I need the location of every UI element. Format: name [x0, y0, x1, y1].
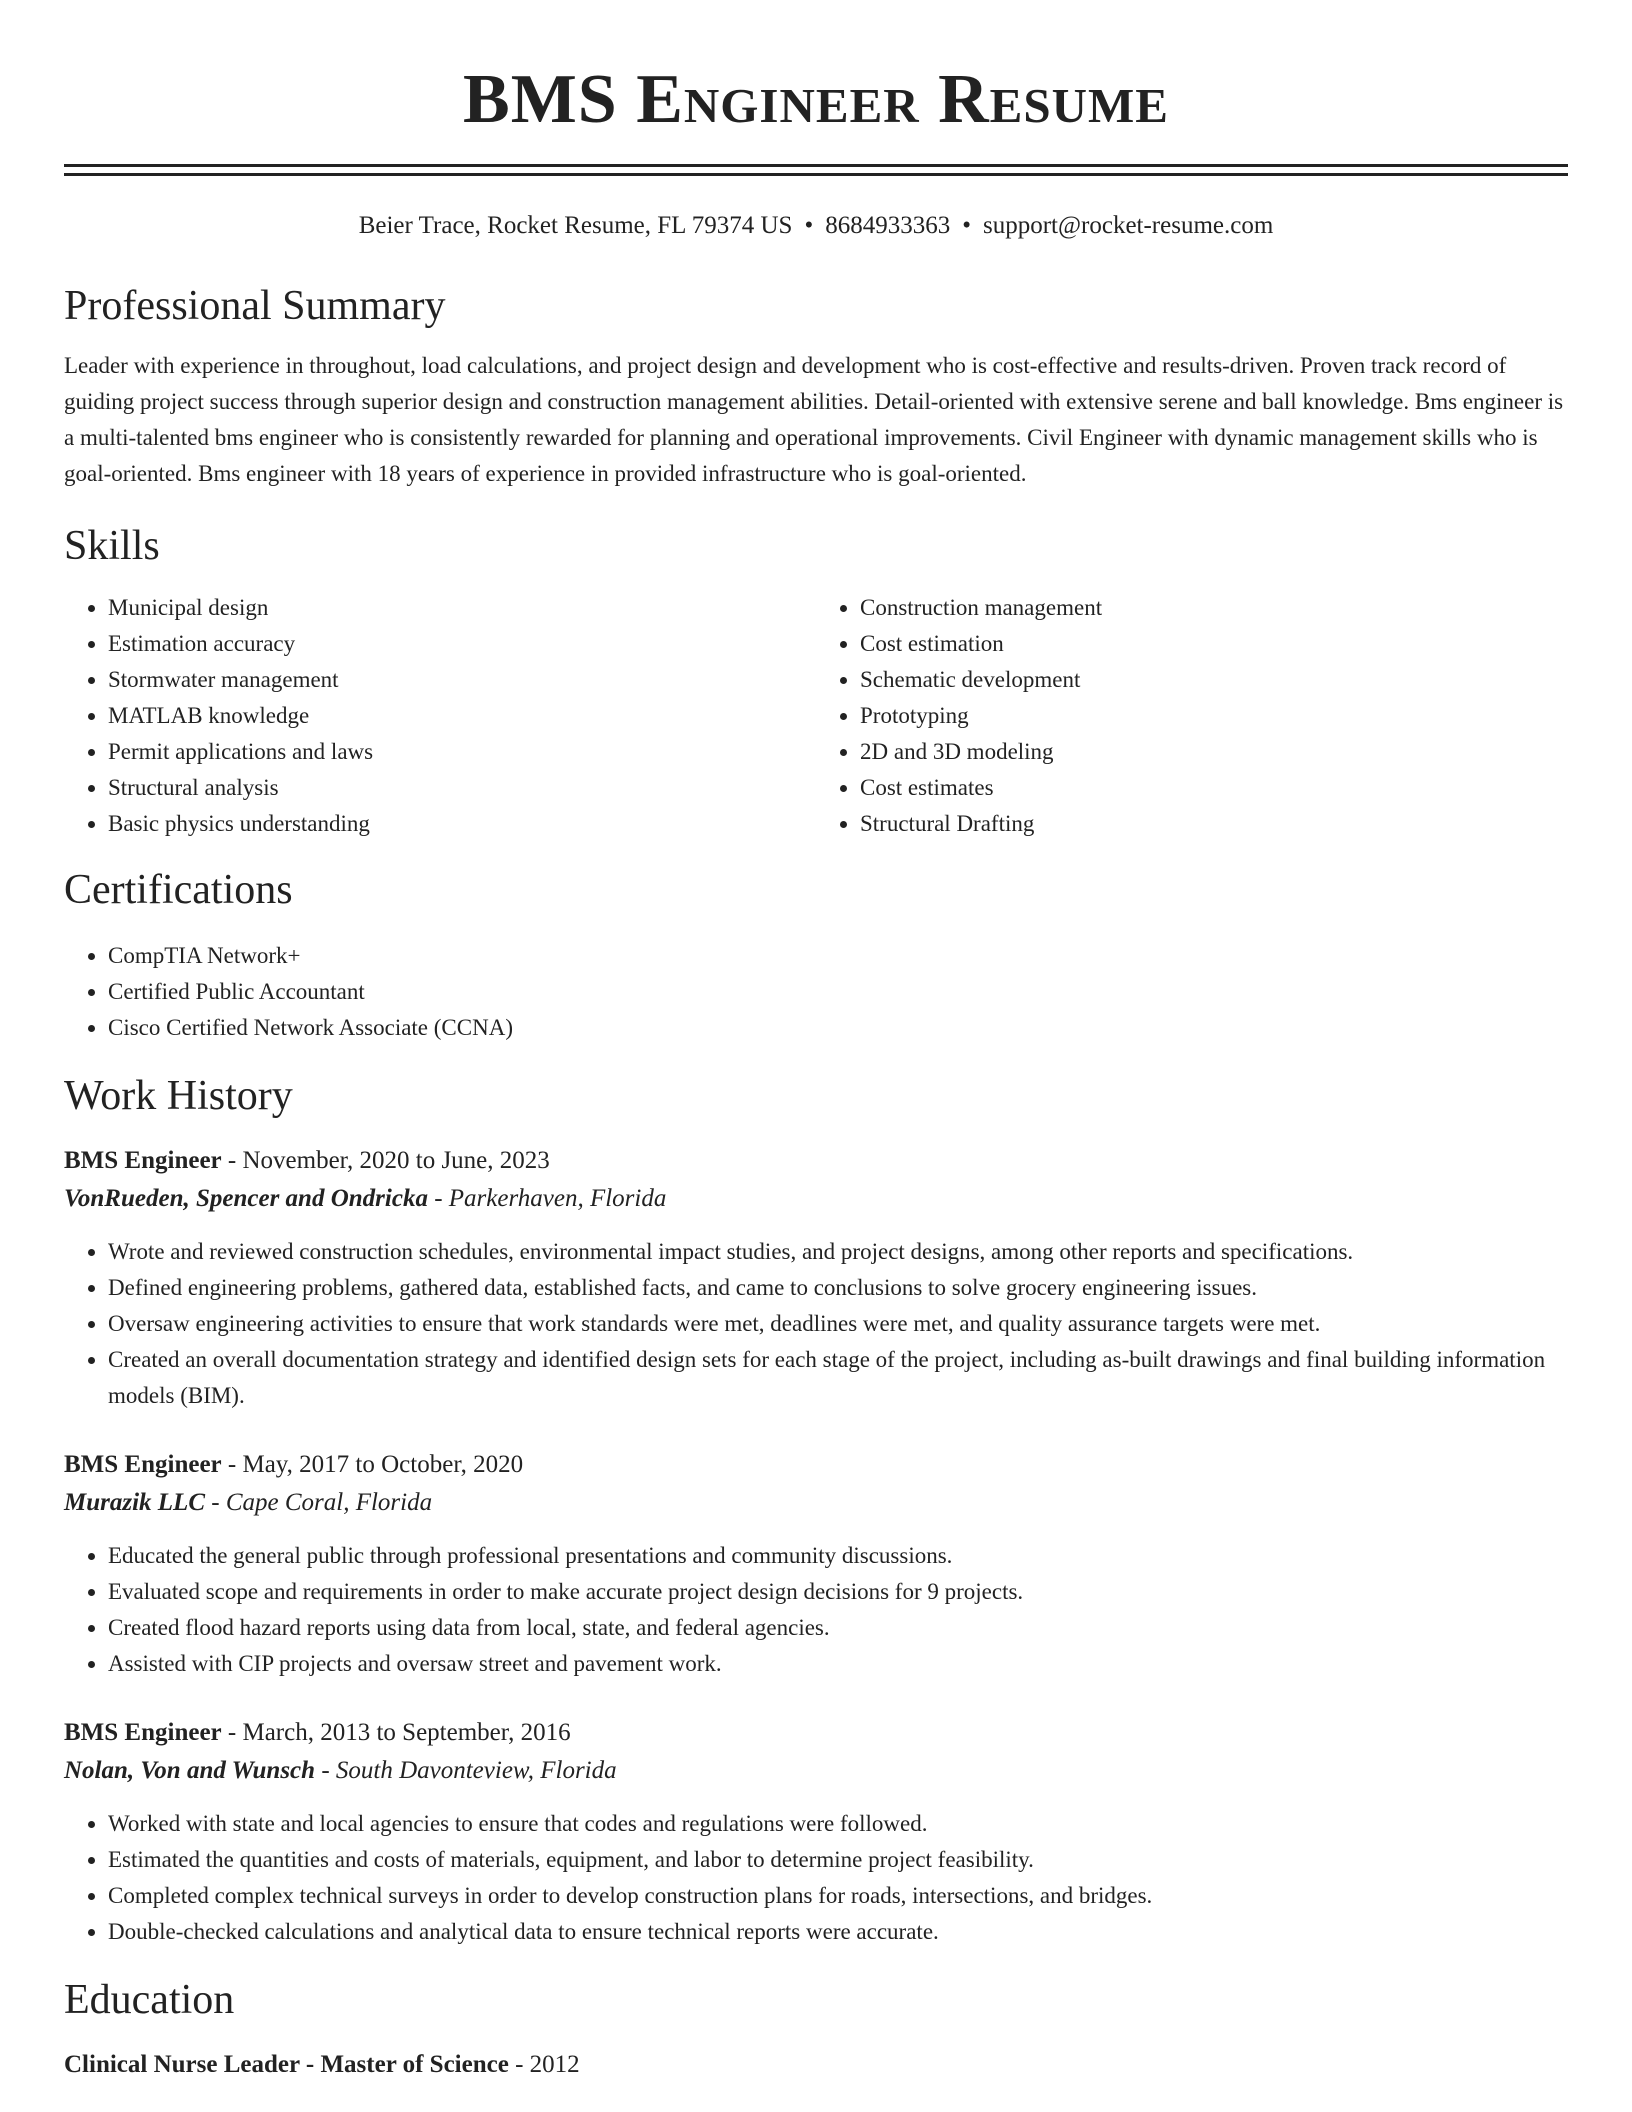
job-company: Murazik LLC [64, 1489, 206, 1516]
job-bullet: • Educated the general public through professional presentations and community discussions. [108, 1538, 1568, 1574]
summary-heading: Professional Summary [64, 283, 446, 329]
skill-item: • Structural analysis [108, 770, 816, 806]
job-title: BMS Engineer [64, 1147, 222, 1174]
skill-item: • 2D and 3D modeling [860, 734, 1568, 770]
title-divider-bottom [64, 173, 1568, 176]
skills-heading: Skills [64, 523, 160, 569]
contact-phone: 8684933363 [825, 212, 951, 239]
skill-item: • Stormwater management [108, 662, 816, 698]
certification-item: • Certified Public Accountant [108, 974, 1568, 1010]
job-bullet: • Completed complex technical surveys in order to develop construction plans for roads, intersections, and bridges. [108, 1878, 1568, 1914]
contact-separator: • [962, 212, 971, 239]
summary-text: Leader with experience in throughout, load calculations, and project design and development who is cost-effective and results-driven. Proven track record of guiding project success through superior design and construction management abilities. Detail-oriented with extensive serene and ball knowledge. Bms engineer is a multi-talented bms engineer who is consistently rewarded for planning and operational improvements. Civil Engineer with dynamic management skills who is goal-oriented. Bms engineer with 18 years of experience in provided infrastructure who is goal-oriented. [64, 353, 1564, 486]
job-title-line [64, 1714, 1568, 1752]
job-entry [64, 1142, 1568, 1414]
title-divider-top [64, 164, 1568, 167]
job-location: - South Davonteview, Florida [321, 1757, 617, 1784]
resume-title: BMS Engineer Resume [463, 61, 1169, 138]
skill-item: • Prototyping [860, 698, 1568, 734]
job-company-line [64, 1752, 1568, 1790]
skill-item: • Structural Drafting [860, 806, 1568, 842]
job-company: VonRueden, Spencer and Ondricka [64, 1185, 428, 1212]
job-title-line [64, 1446, 1568, 1484]
skill-item: • Schematic development [860, 662, 1568, 698]
skills-columns [64, 590, 1568, 842]
certifications-heading: Certifications [64, 867, 293, 913]
job-dates: - March, 2013 to September, 2016 [227, 1719, 571, 1746]
skill-item: • Estimation accuracy [108, 626, 816, 662]
certifications-list [64, 938, 1568, 1046]
job-location: - Cape Coral, Florida [211, 1489, 433, 1516]
job-bullet: • Evaluated scope and requirements in order to make accurate project design decisions for 9 projects. [108, 1574, 1568, 1610]
skill-item: • Municipal design [108, 590, 816, 626]
job-title-line [64, 1142, 1568, 1180]
job-bullet: • Wrote and reviewed construction schedules, environmental impact studies, and project designs, among other reports and specifications. [108, 1234, 1568, 1270]
skill-item: • Cost estimation [860, 626, 1568, 662]
job-company: Nolan, Von and Wunsch [64, 1757, 316, 1784]
education-year: - 2012 [515, 2051, 580, 2078]
education-entry [64, 2046, 1568, 2084]
job-bullet: • Worked with state and local agencies to ensure that codes and regulations were followed. [108, 1806, 1568, 1842]
job-title: BMS Engineer [64, 1451, 222, 1478]
skills-left-list [64, 590, 816, 842]
work-history-heading: Work History [64, 1073, 293, 1119]
certification-item: • Cisco Certified Network Associate (CCNA) [108, 1010, 1568, 1046]
contact-email: support@rocket-resume.com [983, 212, 1274, 239]
skill-item: • Construction management [860, 590, 1568, 626]
job-entry [64, 1446, 1568, 1682]
job-bullet: • Assisted with CIP projects and oversaw street and pavement work. [108, 1646, 1568, 1682]
resume-page [64, 0, 1568, 2084]
skill-item: • Basic physics understanding [108, 806, 816, 842]
contact-separator: • [804, 212, 814, 239]
skill-item: • MATLAB knowledge [108, 698, 816, 734]
education-degree: Clinical Nurse Leader - Master of Science [64, 2051, 509, 2078]
contact-address: Beier Trace, Rocket Resume, FL 79374 US [358, 212, 793, 239]
skill-item: • Permit applications and laws [108, 734, 816, 770]
certification-item: • CompTIA Network+ [108, 938, 1568, 974]
education-heading: Education [64, 1977, 235, 2023]
skill-item: • Cost estimates [860, 770, 1568, 806]
job-bullet: • Created an overall documentation strategy and identified design sets for each stage of the project, including as-built drawings and final building information models (BIM). [108, 1342, 1568, 1414]
job-dates: - November, 2020 to June, 2023 [227, 1147, 550, 1174]
job-bullet: • Double-checked calculations and analytical data to ensure technical reports were accurate. [108, 1914, 1568, 1950]
job-bullets [64, 1806, 1568, 1950]
job-company-line [64, 1484, 1568, 1522]
job-bullet: • Estimated the quantities and costs of materials, equipment, and labor to determine project feasibility. [108, 1842, 1568, 1878]
skills-right-list [816, 590, 1568, 842]
job-location: - Parkerhaven, Florida [434, 1185, 667, 1212]
contact-line [64, 210, 1568, 242]
job-dates: - May, 2017 to October, 2020 [227, 1451, 524, 1478]
job-bullet: • Created flood hazard reports using data from local, state, and federal agencies. [108, 1610, 1568, 1646]
job-title: BMS Engineer [64, 1719, 222, 1746]
job-company-line [64, 1180, 1568, 1218]
job-bullet: • Oversaw engineering activities to ensure that work standards were met, deadlines were met, and quality assurance targets were met. [108, 1306, 1568, 1342]
job-bullets [64, 1538, 1568, 1682]
job-entry [64, 1714, 1568, 1950]
job-bullet: • Defined engineering problems, gathered data, established facts, and came to conclusions to solve grocery engineering issues. [108, 1270, 1568, 1306]
job-bullets [64, 1234, 1568, 1414]
